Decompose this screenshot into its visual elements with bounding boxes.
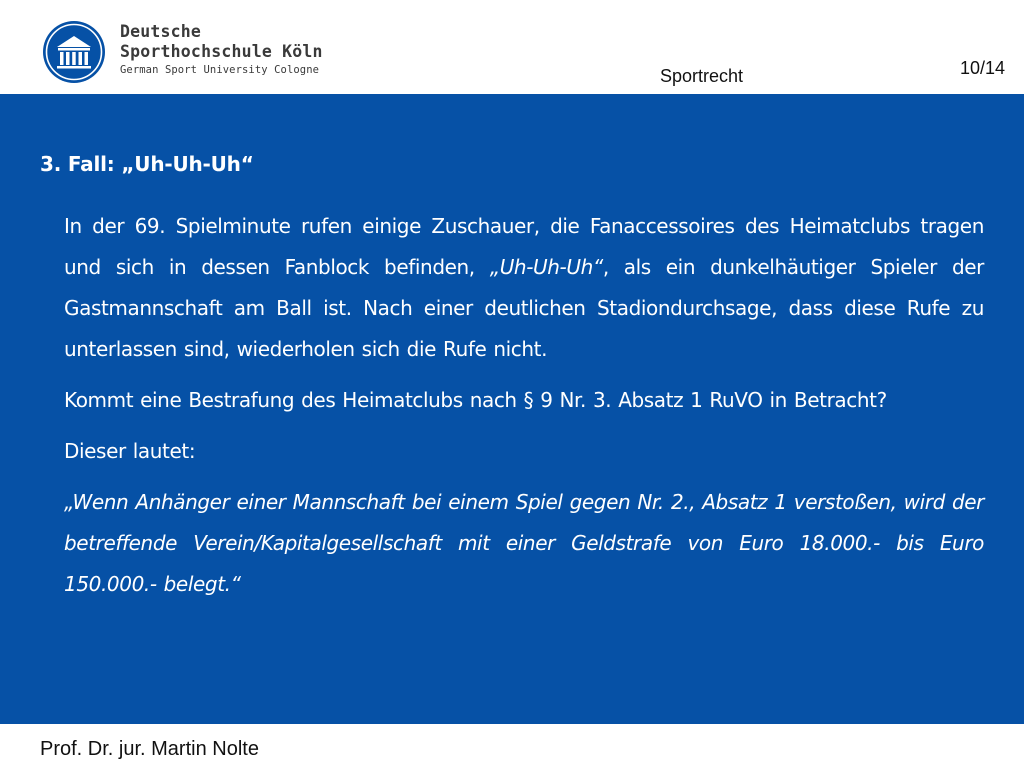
case-description-part-2: , als ein dunkelhäutiger Spieler der Gastmannschaft am Ball ist. Nach einer deutlichen Stadiondurchsage, dass diese Rufe zu unterlassen sind, wiederholen sich die Rufe nicht. xyxy=(64,255,984,361)
author-name: Prof. Dr. jur. Martin Nolte xyxy=(40,738,259,760)
university-logo-text xyxy=(120,22,323,78)
slide-header xyxy=(0,0,1024,94)
logo-line-3: German Sport University Cologne xyxy=(120,64,320,76)
page-number: 10/14 xyxy=(960,58,1006,78)
slide-content xyxy=(0,94,1024,724)
university-emblem-icon xyxy=(42,20,106,84)
case-description xyxy=(64,206,984,370)
legal-question: Kommt eine Bestrafung des Heimatclubs nach § 9 Nr. 3. Absatz 1 RuVO in Betracht? xyxy=(64,388,887,412)
logo-line-2: Sporthochschule Köln xyxy=(120,42,323,61)
chant-quote: „Uh-Uh-Uh“ xyxy=(489,255,603,279)
logo-line-1: Deutsche xyxy=(120,22,202,41)
case-heading: 3. Fall: „Uh-Uh-Uh“ xyxy=(40,152,254,176)
case-description-part-1: In der 69. Spielminute rufen einige Zuschauer, die Fanaccessoires des Heimatclubs tragen und sich in dessen Fanblock befinden, xyxy=(64,214,984,279)
course-title: Sportrecht xyxy=(660,66,744,86)
rule-quote: „Wenn Anhänger einer Mannschaft bei einem Spiel gegen Nr. 2., Absatz 1 verstoßen, wird der betreffende Verein/Kapitalgesellschaft mit einer Geldstrafe von Euro 18.000.- bis Euro 150.000.- belegt.“ xyxy=(64,490,984,596)
slide-body xyxy=(64,206,984,605)
rule-intro: Dieser lautet: xyxy=(64,439,196,463)
